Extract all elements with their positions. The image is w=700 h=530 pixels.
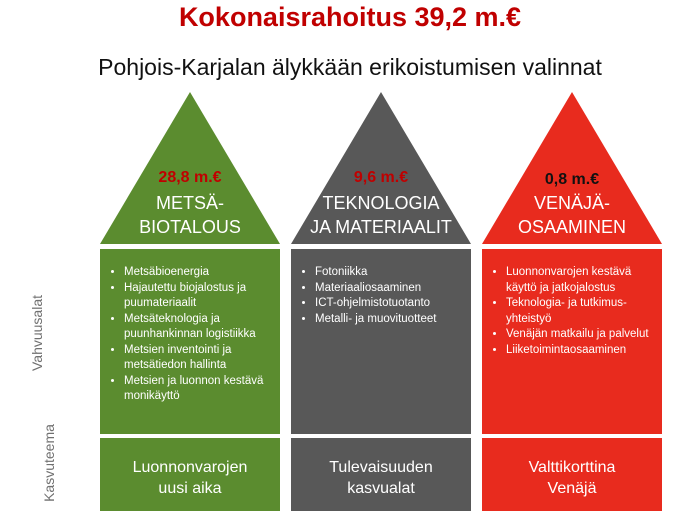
strengths-panel <box>100 249 280 434</box>
subtitle: Pohjois-Karjalan älykkään erikoistumisen valinnat <box>98 54 602 80</box>
pillar-label-line2: JA MATERIAALIT <box>310 217 452 237</box>
list-item: • Metsien ja luonnon kestävä monikäyttö <box>124 374 274 405</box>
growth-theme-line1: Luonnonvarojen <box>132 458 248 476</box>
growth-theme-box <box>291 438 471 511</box>
pillar-technology-materials <box>291 92 471 512</box>
strengths-panel <box>482 249 662 434</box>
list-item: • Hajautettu biojalostus ja puumateriaalit <box>124 281 274 312</box>
pillar-amount: 9,6 m.€ <box>353 169 409 186</box>
growth-theme-box <box>100 438 280 511</box>
growth-theme-line2: uusi aika <box>158 479 222 497</box>
pillar-label-line2: BIOTALOUS <box>139 217 241 237</box>
row-label-strengths: Vahvuusalat <box>29 295 45 372</box>
growth-theme-line2: Venäjä <box>547 479 597 497</box>
growth-theme-line2: kasvualat <box>347 479 415 497</box>
list-item: • Fotoniikka <box>315 265 465 281</box>
list-item: • Venäjän matkailu ja palvelut <box>506 327 656 343</box>
pillar-label-line2: OSAAMINEN <box>517 217 627 237</box>
list-item: • Metsäteknologia ja puunhankinnan logistiikka <box>124 312 274 343</box>
growth-theme-line1: Valttikorttina <box>528 458 616 476</box>
growth-theme-line1: Tulevaisuuden <box>329 458 433 476</box>
list-item: • Teknologia- ja tutkimus-yhteistyö <box>506 296 656 327</box>
pillar-russia-expertise <box>482 92 662 512</box>
strengths-panel <box>291 249 471 434</box>
list-item: • Metsäbioenergia <box>124 265 274 281</box>
pillar-label-line1: METSÄ- <box>155 193 224 213</box>
list-item: • Metsien inventointi ja metsätiedon hallinta <box>124 343 274 374</box>
main-title: Kokonaisrahoitus 39,2 m.€ <box>178 2 522 32</box>
growth-theme-box <box>482 438 662 511</box>
list-item: • Materiaaliosaaminen <box>315 281 465 297</box>
list-item: • ICT-ohjelmistotuotanto <box>315 296 465 312</box>
pillar-forest-bioeconomy <box>100 92 280 512</box>
pillar-amount: 28,8 m.€ <box>158 169 222 186</box>
row-label-growth-theme: Kasvuteema <box>41 424 57 502</box>
pillar-amount: 0,8 m.€ <box>544 171 600 188</box>
list-item: • Liiketoimintaosaaminen <box>506 343 656 359</box>
pillar-label-line1: TEKNOLOGIA <box>322 193 440 213</box>
list-item: • Metalli- ja muovituotteet <box>315 312 465 328</box>
pillar-label-line1: VENÄJÄ- <box>533 193 611 213</box>
list-item: • Luonnonvarojen kestävä käyttö ja jatkojalostus <box>506 265 656 296</box>
